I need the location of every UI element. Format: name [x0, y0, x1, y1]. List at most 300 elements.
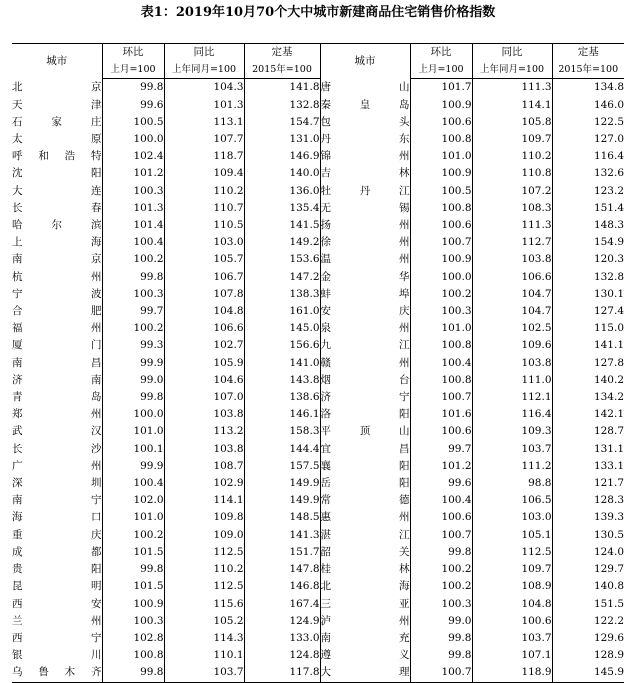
table-row [12, 630, 624, 647]
mom-value: 100.8 [410, 337, 472, 354]
city-name: 锦州 [320, 148, 410, 165]
city-name: 宁波 [12, 287, 102, 300]
base-value: 127.8 [552, 355, 624, 372]
city-name: 南充 [320, 630, 410, 647]
city-name: 宜昌 [320, 441, 410, 458]
mom-value: 100.4 [410, 492, 472, 509]
mom-value: 99.8 [102, 389, 164, 406]
yoy-value: 109.3 [472, 423, 552, 440]
yoy-value: 108.7 [164, 458, 244, 475]
base-value: 127.0 [552, 131, 624, 148]
city-name: 韶关 [320, 544, 410, 561]
base-value: 123.2 [552, 183, 624, 200]
city-name: 襄阳 [320, 458, 410, 475]
yoy-value: 108.3 [472, 200, 552, 217]
mom-value: 100.7 [410, 234, 472, 251]
mom-value: 99.6 [410, 475, 472, 492]
base-value: 161.0 [244, 303, 320, 320]
mom-value: 100.8 [410, 200, 472, 217]
city-name: 银川 [12, 649, 102, 662]
city-name: 徐州 [320, 234, 410, 251]
mom-subheader-right: 上月=100 [410, 61, 472, 79]
yoy-value: 111.3 [472, 79, 552, 97]
mom-value: 100.7 [410, 389, 472, 406]
yoy-value: 106.6 [164, 320, 244, 337]
base-value: 124.9 [244, 613, 320, 630]
city-name: 兰州 [12, 614, 102, 627]
table-row [12, 578, 624, 595]
city-name: 包头 [320, 114, 410, 131]
city-name: 北海 [320, 578, 410, 595]
city-name: 赣州 [320, 355, 410, 372]
yoy-value: 103.7 [164, 664, 244, 682]
base-value: 130.5 [552, 527, 624, 544]
base-value: 149.2 [244, 234, 320, 251]
table-row [12, 303, 624, 320]
table-row [12, 441, 624, 458]
city-name: 长沙 [12, 442, 102, 455]
mom-value: 100.8 [102, 647, 164, 664]
mom-value: 102.8 [102, 630, 164, 647]
yoy-value: 110.2 [164, 183, 244, 200]
mom-value: 101.6 [410, 406, 472, 423]
table-row [12, 234, 624, 251]
yoy-value: 114.1 [164, 492, 244, 509]
city-name: 湛江 [320, 527, 410, 544]
base-value: 121.7 [552, 475, 624, 492]
base-value: 129.6 [552, 630, 624, 647]
base-subheader-right: 2015年=100 [552, 61, 624, 79]
city-name: 大连 [12, 184, 102, 197]
base-value: 147.2 [244, 269, 320, 286]
base-value: 146.0 [552, 97, 624, 114]
mom-value: 100.4 [102, 475, 164, 492]
yoy-value: 103.7 [472, 630, 552, 647]
yoy-value: 100.6 [472, 613, 552, 630]
yoy-value: 112.5 [164, 544, 244, 561]
mom-value: 99.9 [102, 355, 164, 372]
base-value: 140.8 [552, 578, 624, 595]
table-row [12, 527, 624, 544]
base-subheader-left: 2015年=100 [244, 61, 320, 79]
yoy-value: 114.3 [164, 630, 244, 647]
base-value: 140.2 [552, 372, 624, 389]
yoy-value: 110.2 [472, 148, 552, 165]
table-row [12, 114, 624, 131]
base-value: 133.1 [552, 458, 624, 475]
base-value: 130.1 [552, 286, 624, 303]
city-name: 乌鲁木齐 [12, 664, 102, 682]
table-row [12, 320, 624, 337]
yoy-value: 107.0 [164, 389, 244, 406]
mom-subheader-left: 上月=100 [102, 61, 164, 79]
yoy-value: 110.2 [164, 561, 244, 578]
mom-value: 101.0 [102, 509, 164, 526]
yoy-value: 105.9 [164, 355, 244, 372]
table-row [12, 183, 624, 200]
base-value: 132.8 [244, 97, 320, 114]
yoy-value: 104.7 [472, 303, 552, 320]
base-value: 151.5 [552, 596, 624, 613]
yoy-value: 109.0 [164, 527, 244, 544]
yoy-value: 103.8 [472, 355, 552, 372]
city-name: 北京 [12, 81, 102, 94]
base-value: 133.0 [244, 630, 320, 647]
yoy-value: 109.7 [472, 131, 552, 148]
base-value: 141.5 [244, 217, 320, 234]
city-name: 成都 [12, 545, 102, 558]
base-value: 128.7 [552, 423, 624, 440]
table-row [12, 148, 624, 165]
table-row [12, 79, 624, 97]
yoy-value: 112.5 [472, 544, 552, 561]
city-name: 青岛 [12, 391, 102, 404]
base-value: 127.4 [552, 303, 624, 320]
city-name: 天津 [12, 98, 102, 111]
table-body [12, 79, 624, 682]
city-name: 广州 [12, 459, 102, 472]
table-row [12, 492, 624, 509]
mom-value: 100.0 [410, 269, 472, 286]
yoy-value: 102.9 [164, 475, 244, 492]
city-name: 扬州 [320, 217, 410, 234]
table-row [12, 269, 624, 286]
mom-value: 101.5 [102, 544, 164, 561]
yoy-value: 107.2 [472, 183, 552, 200]
yoy-value: 107.8 [164, 286, 244, 303]
base-value: 122.2 [552, 613, 624, 630]
city-name: 泸州 [320, 613, 410, 630]
table-row [12, 561, 624, 578]
mom-value: 100.2 [102, 527, 164, 544]
mom-value: 100.3 [102, 613, 164, 630]
yoy-value: 118.9 [472, 664, 552, 682]
table-title: 表1：2019年10月70个大中城市新建商品住宅销售价格指数 [140, 5, 496, 20]
yoy-value: 103.0 [472, 509, 552, 526]
yoy-value: 103.8 [472, 251, 552, 268]
city-name: 唐山 [320, 79, 410, 97]
yoy-value: 103.0 [164, 234, 244, 251]
mom-value: 100.3 [410, 596, 472, 613]
base-value: 120.3 [552, 251, 624, 268]
base-value: 132.6 [552, 165, 624, 182]
mom-value: 101.5 [102, 578, 164, 595]
table-row [12, 423, 624, 440]
base-header-left: 定基 [244, 44, 320, 62]
table-row [12, 372, 624, 389]
mom-value: 99.8 [410, 630, 472, 647]
mom-value: 100.2 [102, 320, 164, 337]
city-name: 温州 [320, 251, 410, 268]
base-value: 122.5 [552, 114, 624, 131]
table-row [12, 458, 624, 475]
table-row [12, 596, 624, 613]
mom-value: 101.2 [102, 165, 164, 182]
table-row [12, 544, 624, 561]
city-name: 沈阳 [12, 167, 102, 180]
mom-value: 99.0 [102, 372, 164, 389]
base-value: 145.9 [552, 664, 624, 682]
mom-value: 100.1 [102, 441, 164, 458]
base-value: 141.8 [244, 79, 320, 97]
mom-value: 102.0 [102, 492, 164, 509]
city-name: 武汉 [12, 425, 102, 438]
city-name: 牡丹江 [320, 183, 410, 200]
yoy-value: 104.8 [472, 596, 552, 613]
city-header-left: 城市 [12, 44, 102, 79]
yoy-value: 105.8 [472, 114, 552, 131]
mom-value: 101.4 [102, 217, 164, 234]
city-name: 泉州 [320, 320, 410, 337]
city-name: 桂林 [320, 561, 410, 578]
city-name: 合肥 [12, 305, 102, 318]
base-value: 157.5 [244, 458, 320, 475]
yoy-value: 98.8 [472, 475, 552, 492]
base-value: 115.0 [552, 320, 624, 337]
base-value: 149.9 [244, 475, 320, 492]
yoy-value: 112.5 [164, 578, 244, 595]
city-name: 蚌埠 [320, 286, 410, 303]
table-row [12, 475, 624, 492]
city-name: 常德 [320, 492, 410, 509]
mom-value: 100.6 [410, 217, 472, 234]
yoy-value: 109.4 [164, 165, 244, 182]
table-row [12, 131, 624, 148]
mom-value: 101.0 [410, 320, 472, 337]
mom-value: 100.5 [410, 183, 472, 200]
mom-header-left: 环比 [102, 44, 164, 62]
yoy-value: 111.0 [472, 372, 552, 389]
mom-value: 99.7 [102, 303, 164, 320]
mom-value: 100.4 [102, 234, 164, 251]
yoy-value: 110.7 [164, 200, 244, 217]
mom-value: 100.5 [102, 114, 164, 131]
city-name: 三亚 [320, 596, 410, 613]
mom-value: 100.2 [410, 578, 472, 595]
yoy-value: 106.6 [472, 269, 552, 286]
city-name: 丹东 [320, 131, 410, 148]
mom-value: 99.8 [410, 544, 472, 561]
mom-value: 100.9 [102, 596, 164, 613]
mom-value: 99.3 [102, 337, 164, 354]
city-name: 西安 [12, 597, 102, 610]
yoy-value: 106.7 [164, 269, 244, 286]
yoy-value: 103.7 [472, 441, 552, 458]
city-name: 洛阳 [320, 406, 410, 423]
city-name: 济南 [12, 373, 102, 386]
yoy-header-left: 同比 [164, 44, 244, 62]
base-value: 167.4 [244, 596, 320, 613]
base-value: 131.1 [552, 441, 624, 458]
mom-value: 99.8 [102, 664, 164, 682]
city-name: 惠州 [320, 509, 410, 526]
mom-value: 100.4 [410, 355, 472, 372]
base-value: 142.1 [552, 406, 624, 423]
base-value: 151.4 [552, 200, 624, 217]
city-name: 深圳 [12, 477, 102, 490]
city-name: 平顶山 [320, 423, 410, 440]
base-value: 124.8 [244, 647, 320, 664]
yoy-value: 113.1 [164, 114, 244, 131]
yoy-subheader-left: 上年同月=100 [164, 61, 244, 79]
yoy-value: 114.1 [472, 97, 552, 114]
table-row [12, 251, 624, 268]
yoy-value: 104.7 [472, 286, 552, 303]
base-value: 146.8 [244, 578, 320, 595]
table-row [12, 613, 624, 630]
yoy-value: 110.1 [164, 647, 244, 664]
yoy-value: 111.3 [472, 217, 552, 234]
yoy-value: 105.7 [164, 251, 244, 268]
price-index-table [12, 43, 624, 683]
table-row [12, 286, 624, 303]
mom-value: 99.8 [102, 269, 164, 286]
city-name: 杭州 [12, 270, 102, 283]
mom-value: 99.8 [102, 561, 164, 578]
table-row [12, 97, 624, 114]
yoy-value: 107.7 [164, 131, 244, 148]
base-value: 144.4 [244, 441, 320, 458]
yoy-subheader-right: 上年同月=100 [472, 61, 552, 79]
mom-value: 99.8 [102, 79, 164, 97]
base-value: 154.9 [552, 234, 624, 251]
city-name: 无锡 [320, 200, 410, 217]
yoy-value: 109.7 [472, 561, 552, 578]
city-name: 南京 [12, 253, 102, 266]
city-name: 济宁 [320, 389, 410, 406]
base-value: 151.7 [244, 544, 320, 561]
base-value: 158.3 [244, 423, 320, 440]
yoy-value: 102.7 [164, 337, 244, 354]
city-name: 上海 [12, 236, 102, 249]
yoy-value: 107.1 [472, 647, 552, 664]
mom-value: 100.6 [410, 114, 472, 131]
base-value: 136.0 [244, 183, 320, 200]
mom-value: 100.9 [410, 251, 472, 268]
base-value: 138.3 [244, 286, 320, 303]
base-value: 117.8 [244, 664, 320, 682]
yoy-value: 105.2 [164, 613, 244, 630]
mom-value: 99.0 [410, 613, 472, 630]
city-header-right: 城市 [320, 44, 410, 79]
mom-value: 99.7 [410, 441, 472, 458]
city-name: 哈尔滨 [12, 219, 102, 232]
base-value: 154.7 [244, 114, 320, 131]
base-value: 146.1 [244, 406, 320, 423]
yoy-value: 104.3 [164, 79, 244, 97]
base-value: 129.7 [552, 561, 624, 578]
mom-value: 99.8 [410, 647, 472, 664]
table-row [12, 165, 624, 182]
yoy-value: 108.9 [472, 578, 552, 595]
table-row [12, 337, 624, 354]
yoy-value: 104.6 [164, 372, 244, 389]
yoy-value: 116.4 [472, 406, 552, 423]
mom-value: 100.7 [410, 527, 472, 544]
mom-value: 100.8 [410, 372, 472, 389]
city-name: 吉林 [320, 165, 410, 182]
base-value: 139.3 [552, 509, 624, 526]
base-value: 148.5 [244, 509, 320, 526]
city-name: 金华 [320, 269, 410, 286]
yoy-value: 115.6 [164, 596, 244, 613]
mom-value: 99.9 [102, 458, 164, 475]
mom-value: 100.6 [410, 423, 472, 440]
base-value: 124.0 [552, 544, 624, 561]
city-name: 厦门 [12, 339, 102, 352]
city-name: 秦皇岛 [320, 97, 410, 114]
city-name: 安庆 [320, 303, 410, 320]
yoy-value: 105.1 [472, 527, 552, 544]
city-name: 九江 [320, 337, 410, 354]
mom-value: 100.3 [410, 303, 472, 320]
table-row [12, 664, 624, 682]
city-name: 重庆 [12, 528, 102, 541]
base-value: 134.2 [552, 389, 624, 406]
city-name: 岳阳 [320, 475, 410, 492]
city-name: 石家庄 [12, 115, 102, 128]
table-row [12, 355, 624, 372]
yoy-value: 112.7 [472, 234, 552, 251]
base-value: 149.9 [244, 492, 320, 509]
mom-value: 100.3 [102, 286, 164, 303]
base-value: 141.0 [244, 355, 320, 372]
base-value: 141.1 [552, 337, 624, 354]
mom-value: 99.6 [102, 97, 164, 114]
yoy-value: 113.2 [164, 423, 244, 440]
base-value: 143.8 [244, 372, 320, 389]
mom-value: 101.2 [410, 458, 472, 475]
city-name: 呼和浩特 [12, 150, 102, 163]
city-name: 大理 [320, 664, 410, 682]
table-row [12, 509, 624, 526]
yoy-value: 101.3 [164, 97, 244, 114]
base-value: 141.3 [244, 527, 320, 544]
city-name: 福州 [12, 322, 102, 335]
city-name: 南昌 [12, 356, 102, 369]
base-value: 148.3 [552, 217, 624, 234]
yoy-value: 102.5 [472, 320, 552, 337]
yoy-value: 118.7 [164, 148, 244, 165]
base-value: 128.3 [552, 492, 624, 509]
city-name: 长春 [12, 201, 102, 214]
mom-value: 100.0 [102, 131, 164, 148]
table-row [12, 389, 624, 406]
base-value: 134.8 [552, 79, 624, 97]
yoy-header-right: 同比 [472, 44, 552, 62]
mom-value: 101.3 [102, 200, 164, 217]
mom-value: 101.0 [410, 148, 472, 165]
base-value: 128.9 [552, 647, 624, 664]
base-value: 145.0 [244, 320, 320, 337]
mom-value: 101.7 [410, 79, 472, 97]
mom-value: 100.9 [410, 97, 472, 114]
base-value: 135.4 [244, 200, 320, 217]
city-name: 海口 [12, 511, 102, 524]
yoy-value: 110.5 [164, 217, 244, 234]
base-value: 138.6 [244, 389, 320, 406]
yoy-value: 103.8 [164, 441, 244, 458]
mom-header-right: 环比 [410, 44, 472, 62]
city-name: 贵阳 [12, 563, 102, 576]
city-name: 昆明 [12, 580, 102, 593]
base-value: 116.4 [552, 148, 624, 165]
base-header-right: 定基 [552, 44, 624, 62]
city-name: 太原 [12, 133, 102, 146]
mom-value: 100.2 [410, 286, 472, 303]
base-value: 132.8 [552, 269, 624, 286]
base-value: 147.8 [244, 561, 320, 578]
